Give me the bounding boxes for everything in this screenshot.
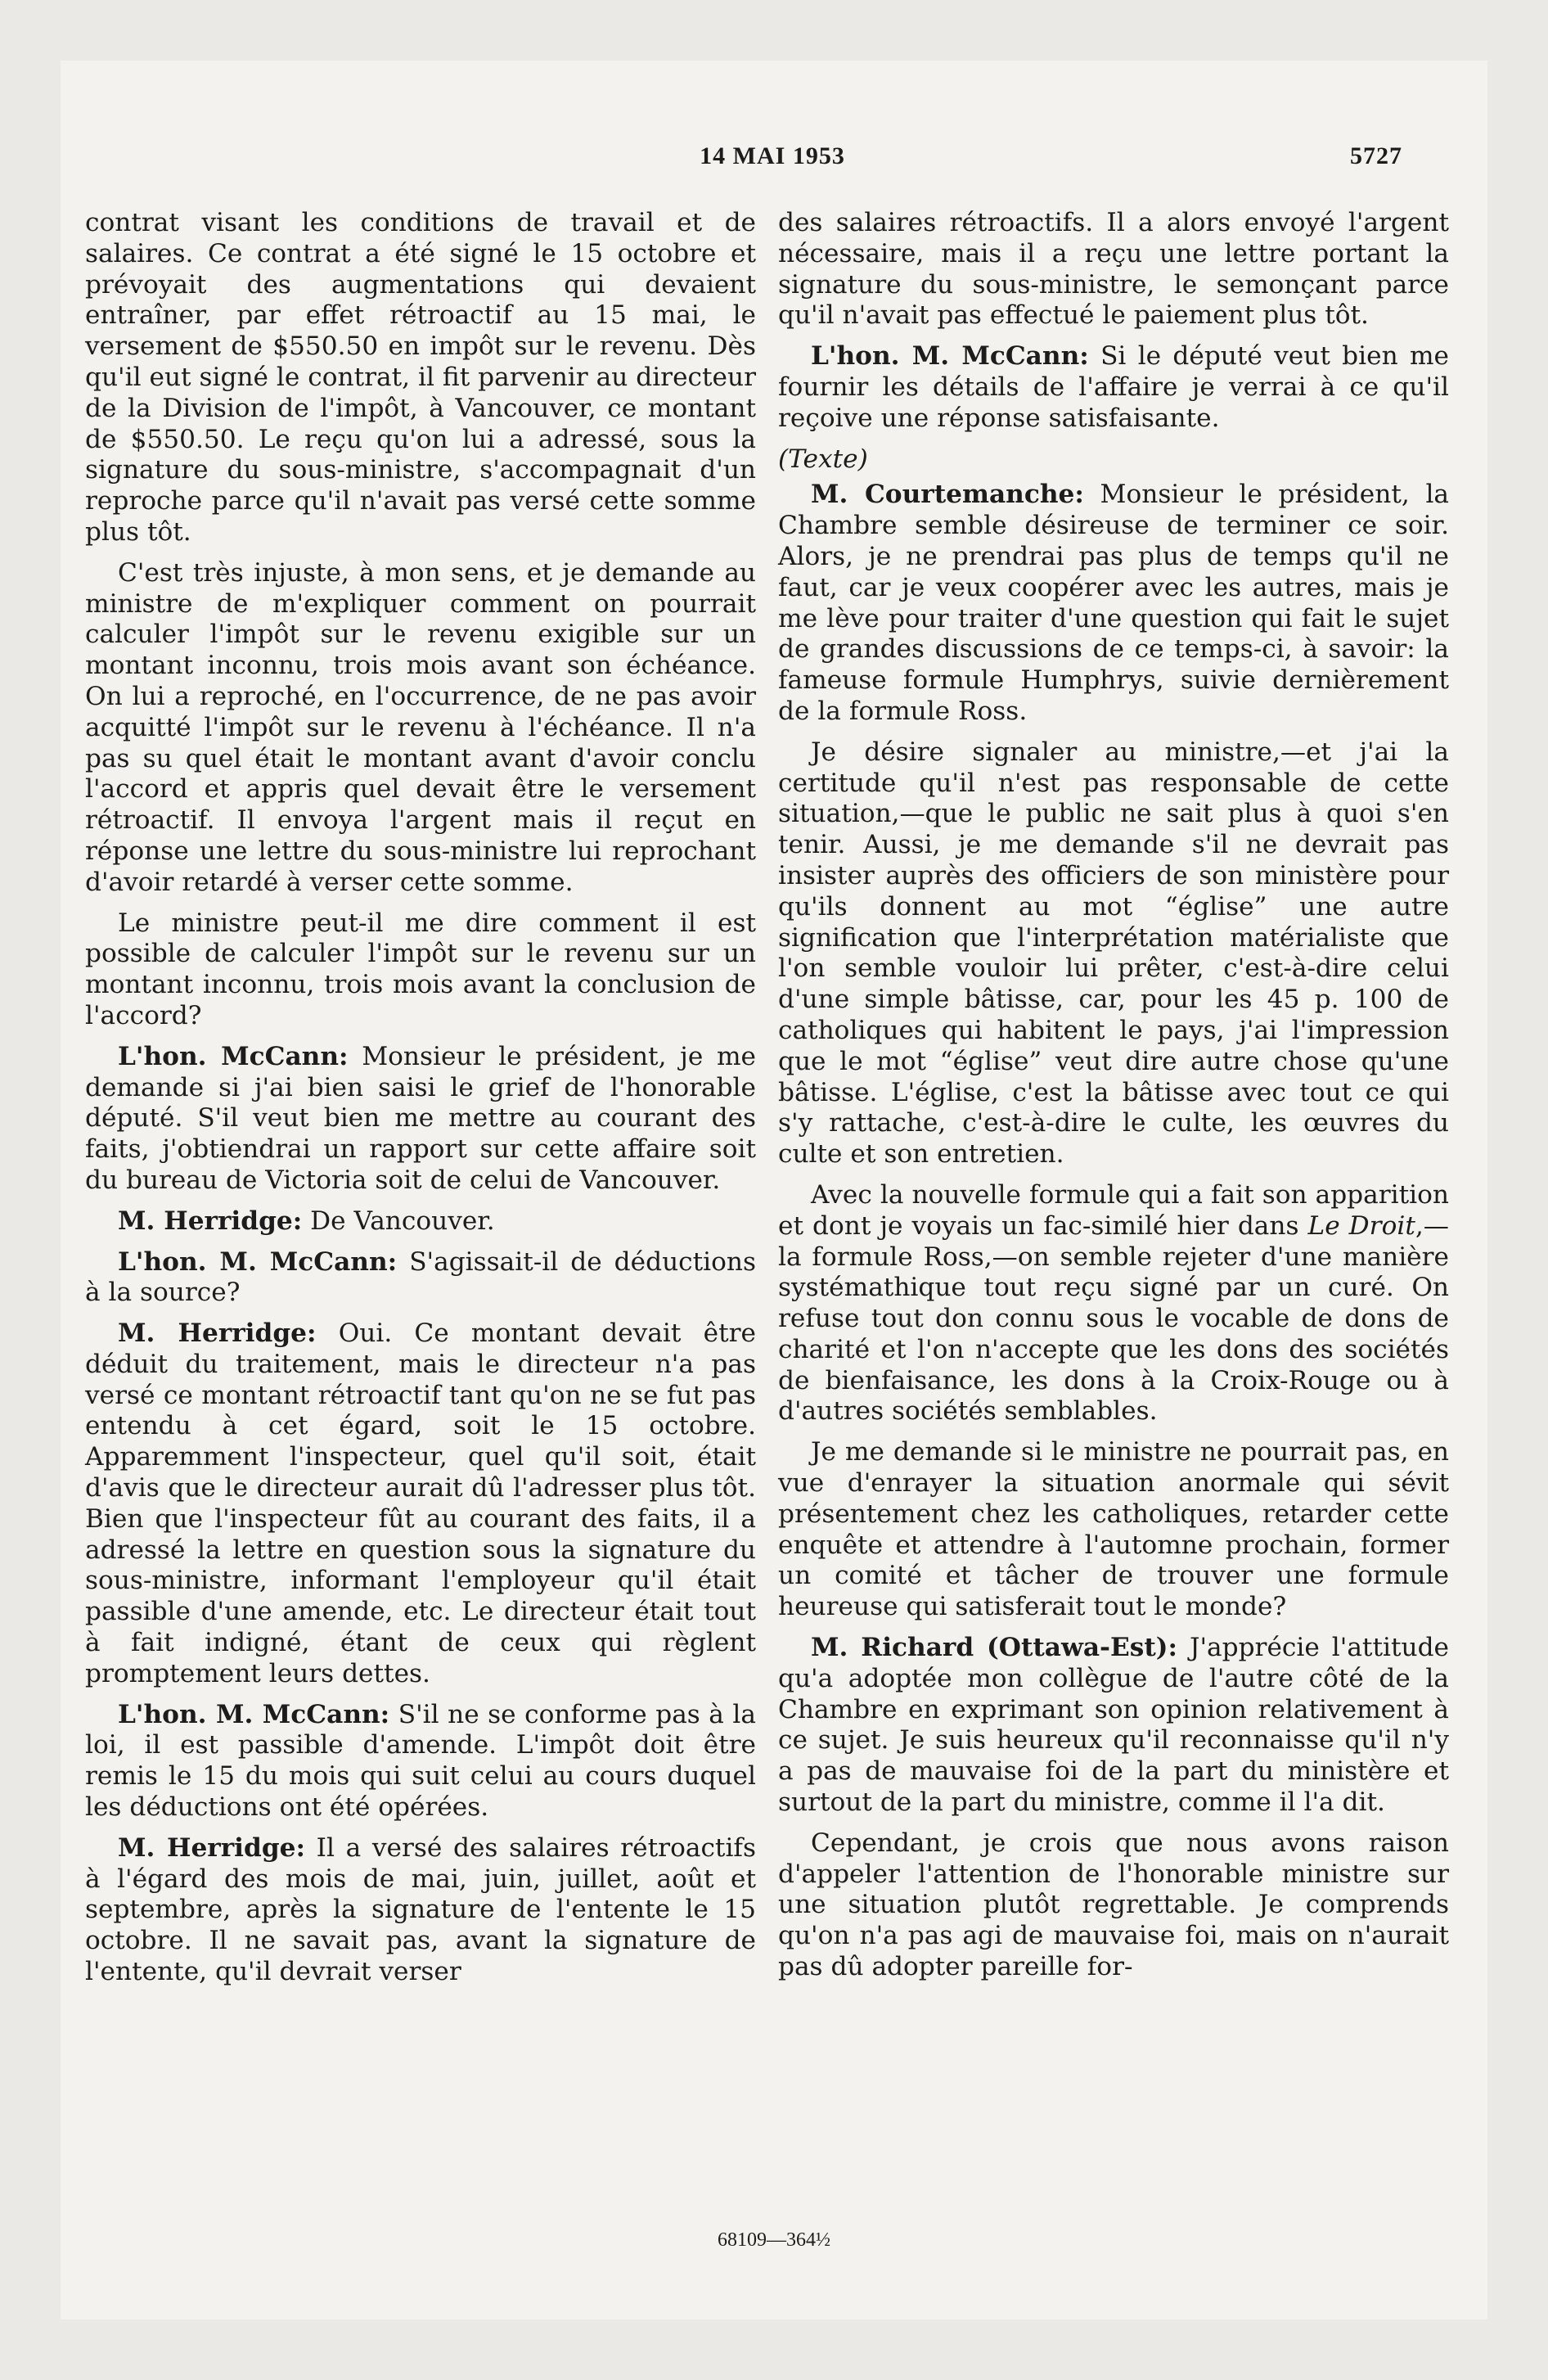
- text-run: Avec la nouvelle formule qui a fait son apparition et dont je voyais un fac-similé hier dans: [778, 1179, 1449, 1241]
- right-column: [778, 208, 1449, 1993]
- page-number: 5727: [1350, 142, 1402, 169]
- speech-text: De Vancouver.: [310, 1206, 495, 1236]
- speech-text: J'apprécie l'attitude qu'a adoptée mon collègue de l'autre côté de la Chambre en exprimant son opinion relativement à ce sujet. Je suis heureux qu'il reconnaisse qu'il n'y a pas de mauvaise foi de la part du ministère et surtout de la part du ministre, comme il l'a dit.: [778, 1633, 1449, 1818]
- page-date: 14 MAI 1953: [700, 142, 845, 169]
- page-footer: 68109—364½: [718, 2229, 830, 2251]
- speaker-name: M. Richard (Ottawa-Est):: [811, 1633, 1177, 1663]
- speech-paragraph: [778, 480, 1449, 727]
- speech-paragraph: [85, 1206, 756, 1237]
- language-note: (Texte): [778, 444, 868, 474]
- paragraph: Je désire signaler au ministre,—et j'ai la certitude qu'il n'est pas responsable de cette situation,—que le public ne sait plus à quoi s'en tenir. Aussi, je me demande s'il ne devrait pas insister auprès des officiers de son ministère pour qu'ils donnent au mot “église” une autre signification que l'interprétation matérialiste que l'on semble vouloir lui prêter, c'est-à-dire celui d'une simple bâtisse, car, pour les 45 p. 100 de catholiques qui habitent le pays, j'ai l'impression que le mot “église” veut dire autre chose qu'une bâtisse. L'église, c'est la bâtisse avec tout ce qui s'y rattache, c'est-à-dire le culte, les œuvres du culte et son entretien.: [778, 737, 1449, 1170]
- speech-text: S'il ne se conforme pas à la loi, il est passible d'amende. L'impôt doit être remis le 15 du mois qui suit celui au cours duquel les déductions ont été opérées.: [85, 1699, 756, 1823]
- speech-paragraph: [778, 341, 1449, 434]
- speaker-name: M. Herridge:: [118, 1318, 317, 1349]
- speaker-name: M. Herridge:: [118, 1206, 303, 1236]
- speaker-name: L'hon. M. McCann:: [118, 1246, 398, 1277]
- speech-text: Oui. Ce montant devait être déduit du traitement, mais le directeur n'a pas versé ce montant rétroactif tant qu'on ne se fut pas entendu à cet égard, soit le 15 octobre. Apparemment l'inspecteur, quel qu'il soit, était d'avis que le directeur aurait dû l'adresser plus tôt. Bien que l'inspecteur fût au courant des faits, il a adressé la lettre en question sous la signature du sous-ministre, informant l'employeur qu'il était passible d'une amende, etc. Le directeur était tout à fait indigné, étant de ceux qui règlent promptement leurs dettes.: [85, 1318, 756, 1688]
- paragraph: [778, 1180, 1449, 1427]
- speech-paragraph: [85, 1042, 756, 1197]
- speaker-name: L'hon. M. McCann:: [118, 1699, 390, 1729]
- speaker-name: L'hon. M. McCann:: [811, 341, 1089, 372]
- text-run: ,—la formule Ross,—on semble rejeter d'une manière systémathique tout reçu signé par un curé. On refuse tout don connu sous le vocable de dons de charité et l'on n'accepte que les dons des sociétés de bienfaisance, les dons à la Croix-Rouge ou à d'autres sociétés semblables.: [778, 1210, 1449, 1427]
- paragraph: Le ministre peut-il me dire comment il est possible de calculer l'impôt sur le revenu sur un montant inconnu, trois mois avant la conclusion de l'accord?: [85, 908, 756, 1030]
- paragraph: contrat visant les conditions de travail et de salaires. Ce contrat a été signé le 15 octobre et prévoyait des augmentations qui devaient entraîner, par effet rétroactif au 15 mai, le versement de $550.50 en impôt sur le revenu. Dès qu'il eut signé le contrat, il fit parvenir au directeur de la Division de l'impôt, à Vancouver, ce montant de $550.50. Le reçu qu'on lui a adressé, sous la signature du sous-ministre, s'accompagnait d'un reproche parce qu'il n'avait pas versé cette somme plus tôt.: [85, 208, 756, 547]
- paragraph: Cependant, je crois que nous avons raison d'appeler l'attention de l'honorable ministre sur une situation plutôt regrettable. Je comprends qu'on n'a pas agi de mauvaise foi, mais on n'aurait pas dû adopter pareille for-: [778, 1828, 1449, 1982]
- speaker-name: L'hon. McCann:: [118, 1041, 349, 1071]
- speech-text: Monsieur le président, je me demande si j'ai bien saisi le grief de l'honorable député. S'il veut bien me mettre au courant des faits, j'obtiendrai un rapport sur cette affaire soit du bureau de Victoria soit de celui de Vancouver.: [85, 1041, 756, 1195]
- page-header: [142, 142, 1402, 192]
- paragraph: des salaires rétroactifs. Il a alors envoyé l'argent nécessaire, mais il a reçu une lettre portant la signature du sous-ministre, le semonçant parce qu'il n'avait pas effectué le paiement plus tôt.: [778, 208, 1449, 331]
- speaker-name: M. Courtemanche:: [811, 480, 1084, 510]
- speech-paragraph: [85, 1247, 756, 1309]
- left-column: [85, 208, 756, 1998]
- paragraph: Je me demande si le ministre ne pourrait pas, en vue d'enrayer la situation anormale qui sévit présentement chez les catholiques, retarder cette enquête et attendre à l'automne prochain, former un comité et tâcher de trouver une formule heureuse qui satisferait tout le monde?: [778, 1437, 1449, 1622]
- newspaper-title: Le Droit: [1307, 1210, 1415, 1241]
- speech-text: S'agissait-il de déductions à la source?: [85, 1246, 756, 1308]
- speech-text: Si le député veut bien me fournir les détails de l'affaire je verrai à ce qu'il reçoive une réponse satisfaisante.: [778, 341, 1449, 433]
- speech-paragraph: [778, 1633, 1449, 1819]
- speech-paragraph: [85, 1833, 756, 1988]
- speaker-name: M. Herridge:: [118, 1832, 305, 1863]
- paragraph: C'est très injuste, à mon sens, et je demande au ministre de m'expliquer comment on pourrait calculer l'impôt sur le revenu exigible sur un montant inconnu, trois mois avant son échéance. On lui a reproché, en l'occurrence, de ne pas avoir acquitté l'impôt sur le revenu à l'échéance. Il n'a pas su quel était le montant avant d'avoir conclu l'accord et appris quel devait être le versement rétroactif. Il envoya l'argent mais il reçut en réponse une lettre du sous-ministre lui reprochant d'avoir retardé à verser cette somme.: [85, 557, 756, 897]
- speech-text: Monsieur le président, la Chambre semble désireuse de terminer ce soir. Alors, je ne prendrai pas plus de temps qu'il ne faut, car je veux coopérer avec les autres, mais je me lève pour traiter d'une question qui fait le sujet de grandes discussions de ce temps-ci, à savoir: la fameuse formule Humphrys, suivie dernièrement de la formule Ross.: [778, 480, 1450, 726]
- document-page: [61, 61, 1487, 2319]
- speech-text: Il a versé des salaires rétroactifs à l'égard des mois de mai, juin, juillet, août et septembre, après la signature de l'entente le 15 octobre. Il ne savait pas, avant la signature de l'entente, qu'il devrait verser: [85, 1832, 756, 1987]
- speech-paragraph: [85, 1318, 756, 1690]
- speech-paragraph: [85, 1700, 756, 1823]
